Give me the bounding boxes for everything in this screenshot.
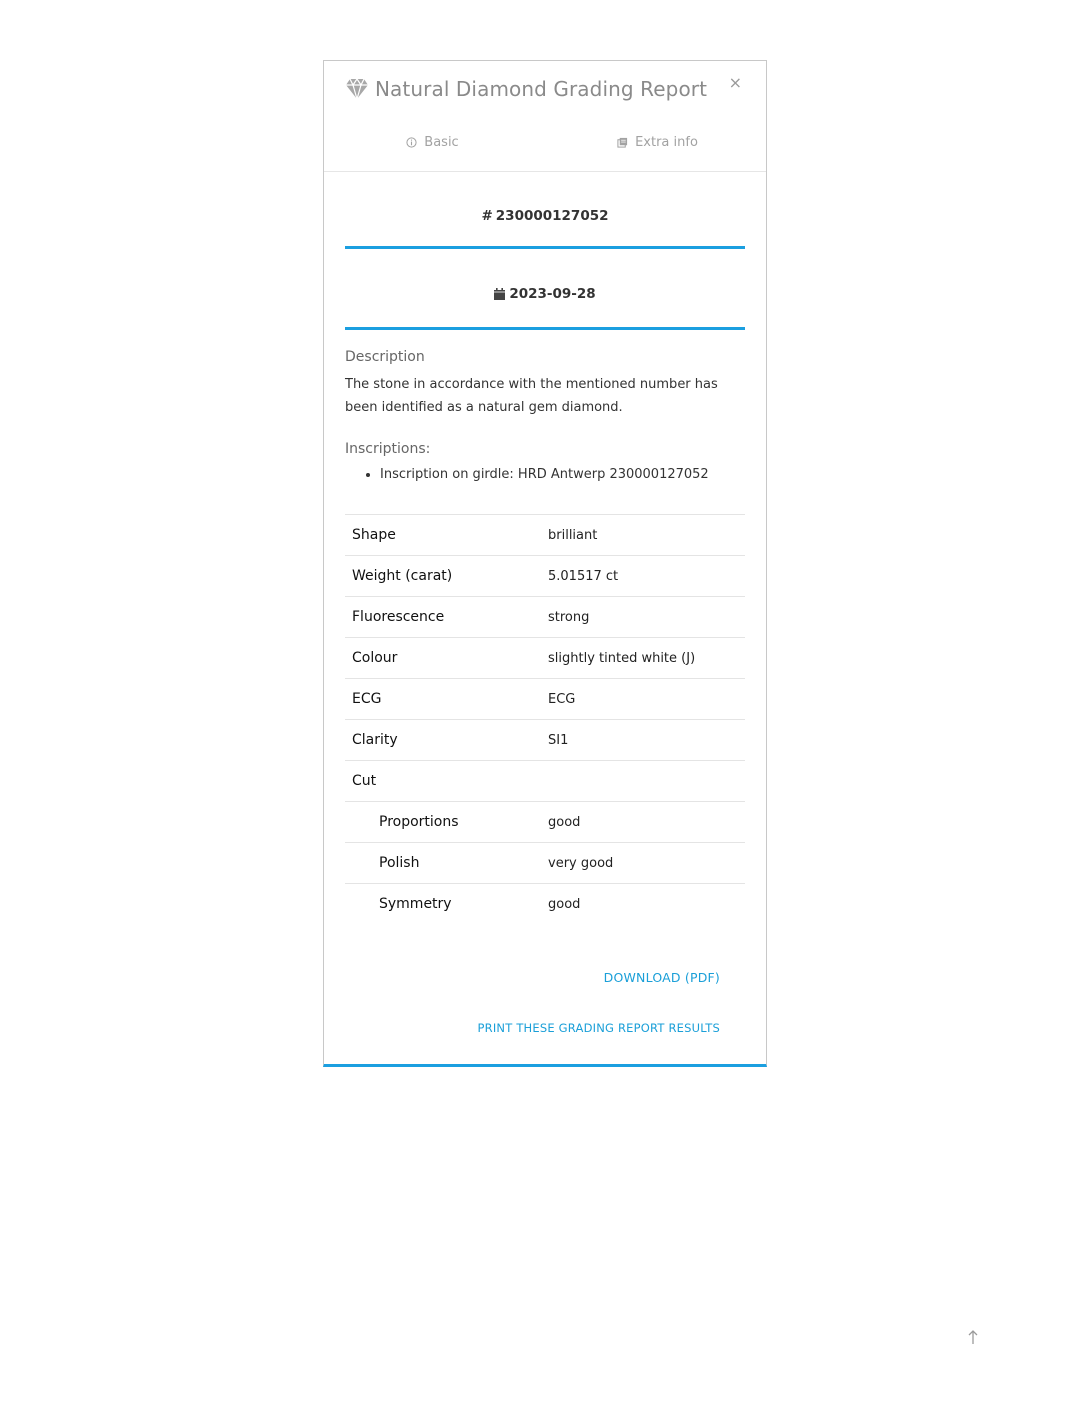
description-text: The stone in accordance with the mentioned number has been identified as a natural gem diamond. bbox=[345, 377, 718, 415]
property-key: Clarity bbox=[345, 720, 542, 761]
property-value: SI1 bbox=[542, 720, 745, 761]
list-item: • Inscription on girdle: HRD Antwerp 230000127052 bbox=[380, 466, 745, 484]
table-row bbox=[345, 802, 745, 843]
tab-extra-info[interactable] bbox=[545, 135, 766, 150]
title-row bbox=[345, 77, 707, 101]
property-value: slightly tinted white (J) bbox=[542, 638, 745, 679]
tab-basic[interactable] bbox=[324, 135, 545, 150]
property-value: ECG bbox=[542, 679, 745, 720]
description-label: Description bbox=[345, 349, 425, 365]
property-value bbox=[542, 761, 745, 802]
property-value: very good bbox=[542, 843, 745, 884]
property-value: brilliant bbox=[542, 515, 745, 556]
table-row bbox=[345, 597, 745, 638]
property-key: Shape bbox=[345, 515, 542, 556]
diamond-icon bbox=[345, 78, 369, 100]
print-results-link[interactable]: PRINT THESE GRADING REPORT RESULTS bbox=[477, 1021, 720, 1035]
report-date-value: 2023-09-28 bbox=[509, 286, 596, 302]
inscriptions-list bbox=[345, 466, 745, 484]
tab-basic-label: Basic bbox=[424, 135, 459, 150]
report-date bbox=[345, 286, 745, 330]
calendar-icon bbox=[494, 288, 505, 300]
inscriptions-label: Inscriptions: bbox=[345, 441, 431, 457]
modal-title: Natural Diamond Grading Report bbox=[375, 77, 708, 101]
documents-icon bbox=[617, 137, 628, 148]
tab-extra-info-label: Extra info bbox=[635, 135, 698, 150]
property-key: Proportions bbox=[345, 802, 542, 843]
property-key: Cut bbox=[345, 761, 542, 802]
properties-table bbox=[345, 514, 745, 924]
property-value: strong bbox=[542, 597, 745, 638]
property-key: ECG bbox=[345, 679, 542, 720]
info-circle-icon bbox=[406, 137, 417, 148]
property-value: good bbox=[542, 884, 745, 925]
table-row bbox=[345, 638, 745, 679]
modal-header bbox=[324, 61, 766, 172]
property-key: Colour bbox=[345, 638, 542, 679]
property-value: good bbox=[542, 802, 745, 843]
table-row bbox=[345, 679, 745, 720]
modal-body bbox=[324, 208, 766, 924]
property-value: 5.01517 ct bbox=[542, 556, 745, 597]
property-key: Fluorescence bbox=[345, 597, 542, 638]
table-row bbox=[345, 843, 745, 884]
table-row bbox=[345, 556, 745, 597]
table-row bbox=[345, 720, 745, 761]
property-key: Symmetry bbox=[345, 884, 542, 925]
report-number-value: 230000127052 bbox=[495, 208, 609, 224]
table-row bbox=[345, 515, 745, 556]
close-button[interactable]: × bbox=[728, 73, 742, 92]
hash-icon: # bbox=[481, 208, 493, 224]
table-row bbox=[345, 761, 745, 802]
tab-bar bbox=[324, 135, 766, 150]
table-row bbox=[345, 884, 745, 925]
grading-report-modal bbox=[323, 60, 767, 1067]
download-pdf-link[interactable]: DOWNLOAD (PDF) bbox=[603, 970, 720, 985]
property-key: Weight (carat) bbox=[345, 556, 542, 597]
arrow-up-icon[interactable] bbox=[966, 1329, 980, 1345]
report-number bbox=[345, 208, 745, 249]
property-key: Polish bbox=[345, 843, 542, 884]
